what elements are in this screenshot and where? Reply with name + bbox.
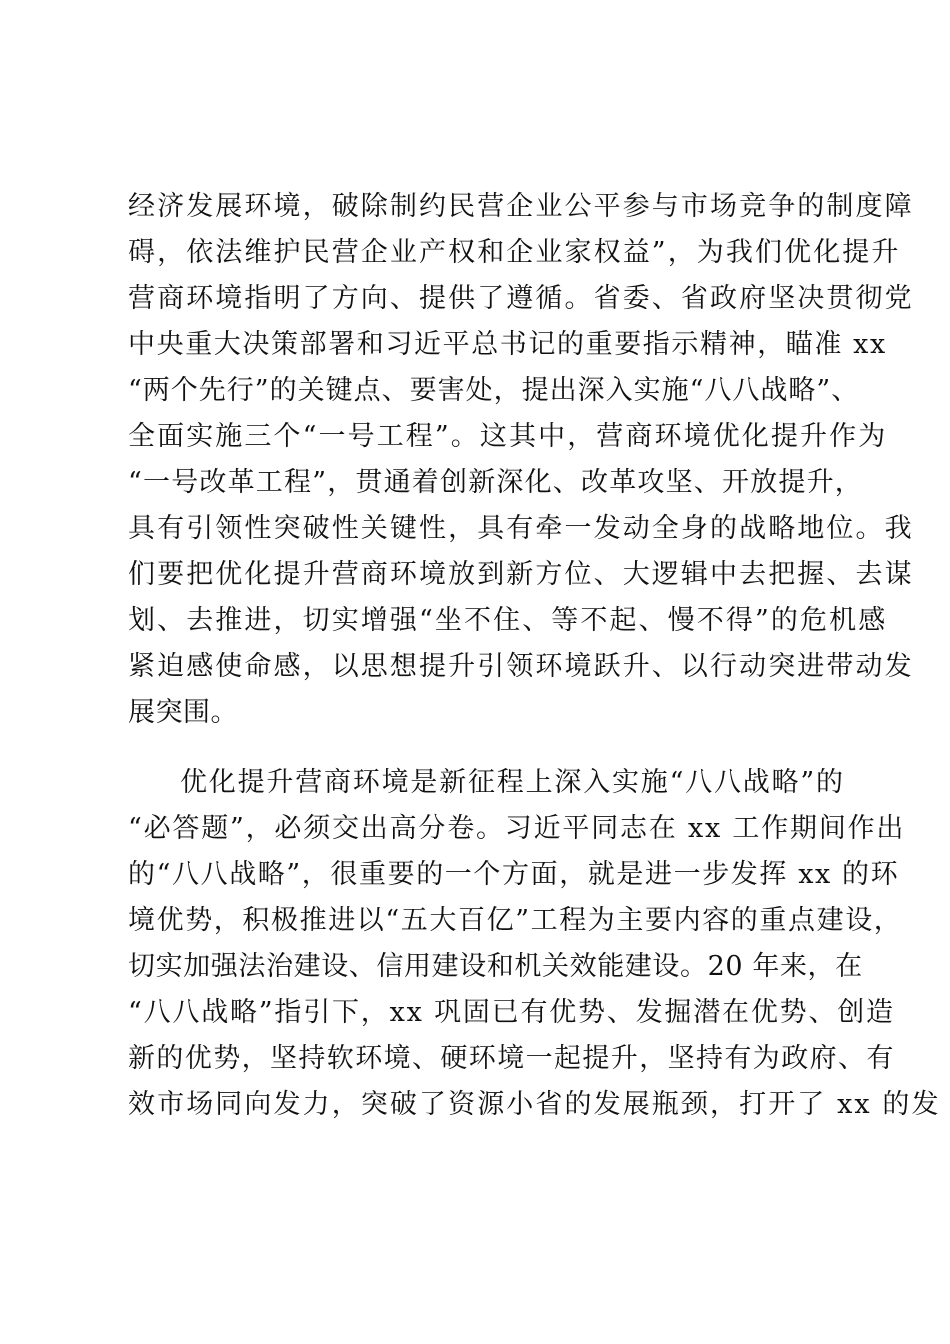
paragraph-line: 效市场同向发力，突破了资源小省的发展瓶颈，打开了 xx 的发 <box>128 1089 941 1120</box>
paragraph-line: 划、去推进，切实增强“坐不住、等不起、慢不得”的危机感 <box>128 605 888 636</box>
paragraph-line: 中央重大决策部署和习近平总书记的重要指示精神，瞄准 xx <box>128 329 887 360</box>
paragraph-line: “必答题”，必须交出高分卷。习近平同志在 xx 工作期间作出 <box>128 813 906 844</box>
paragraph-line: “两个先行”的关键点、要害处，提出深入实施“八八战略”、 <box>128 375 860 406</box>
paragraph-line: 碍，依法维护民营企业产权和企业家权益”，为我们优化提升 <box>128 237 901 268</box>
paragraph-line: 展突围。 <box>128 697 238 728</box>
paragraph-line: “一号改革工程”，贯通着创新深化、改革攻坚、开放提升， <box>128 467 864 498</box>
paragraph-line: 经济发展环境，破除制约民营企业公平参与市场竞争的制度障 <box>128 191 914 222</box>
paragraph-first-line: 优化提升营商环境是新征程上深入实施“八八战略”的 <box>180 767 845 798</box>
paragraph-line: 全面实施三个“一号工程”。这其中，营商环境优化提升作为 <box>128 421 888 452</box>
paragraph-line: 具有引领性突破性关键性，具有牵一发动全身的战略地位。我 <box>128 513 914 544</box>
paragraph-line: 紧迫感使命感，以思想提升引领环境跃升、以行动突进带动发 <box>128 651 914 682</box>
paragraph-line: 们要把优化提升营商环境放到新方位、大逻辑中去把握、去谋 <box>128 559 914 590</box>
paragraph-line: 营商环境指明了方向、提供了遵循。省委、省政府坚决贯彻党 <box>128 283 914 314</box>
paragraph-line: 新的优势，坚持软环境、硬环境一起提升，坚持有为政府、有 <box>128 1043 895 1074</box>
paragraph-line: 切实加强法治建设、信用建设和机关效能建设。20 年来，在 <box>128 951 863 982</box>
paragraph-line: 的“八八战略”，很重要的一个方面，就是进一步发挥 xx 的环 <box>128 859 900 890</box>
paragraph-line: “八八战略”指引下，xx 巩固已有优势、发掘潜在优势、创造 <box>128 997 895 1028</box>
paragraph-line: 境优势，积极推进以“五大百亿”工程为主要内容的重点建设， <box>128 905 903 936</box>
